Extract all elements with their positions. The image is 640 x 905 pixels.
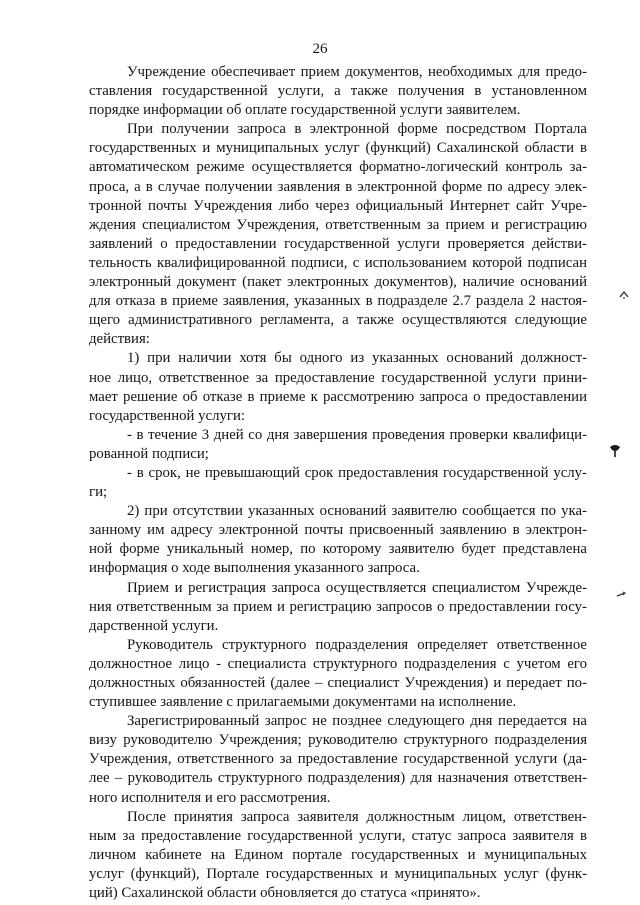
text-line: государственных и муниципальных услуг (функций) Сахалинской области в bbox=[89, 140, 587, 157]
text-line: мает решение об отказе в приеме к рассмотрению запроса о предоставлении bbox=[89, 388, 587, 405]
scan-artifact-mark bbox=[619, 291, 629, 299]
text-line: 2) при отсутствии указанных оснований заявителю сообщается по ука- bbox=[127, 503, 587, 520]
text-line: ступившее заявление с прилагаемыми документами на исполнение. bbox=[89, 694, 517, 711]
text-line: Учреждение обеспечивает прием документов, необходимых для предо- bbox=[127, 64, 587, 80]
text-line: - в срок, не превышающий срок предоставления государственной услу- bbox=[127, 464, 587, 481]
text-line: Прием и регистрация запроса осуществляется специалистом Учрежде- bbox=[127, 579, 587, 596]
text-line: ного исполнителя и его рассмотрения. bbox=[89, 789, 331, 806]
text-line: действия: bbox=[89, 331, 150, 348]
text-line: порядке информации об оплате государственной услуги заявителем. bbox=[89, 102, 521, 119]
text-line: информация о ходе выполнения указанного запроса. bbox=[89, 560, 420, 577]
text-line: занному им адресу электронной почты присвоенный заявлению в электрон- bbox=[89, 522, 587, 539]
text-line: тронной почты Учреждения либо через официальный Интернет сайт Учре- bbox=[89, 197, 587, 214]
text-line: ное лицо, ответственное за предоставление государственной услуги прини- bbox=[89, 369, 587, 386]
text-line: ги; bbox=[89, 484, 108, 501]
text-line: Учреждения, ответственного за предоставление государственной услуги (да- bbox=[89, 751, 587, 768]
text-line: лее – руководитель структурного подразделения) для назначения ответствен- bbox=[89, 770, 587, 787]
text-line: для отказа в приеме заявления, указанных в подразделе 2.7 раздела 2 настоя- bbox=[89, 293, 587, 310]
page-number: 26 bbox=[312, 41, 328, 57]
scan-artifact-mark bbox=[616, 591, 626, 599]
text-line: После принятия запроса заявителя должностным лицом, ответствен- bbox=[127, 808, 587, 825]
text-line: тельность квалифицированной подписи, с использованием которой подписан bbox=[89, 254, 587, 271]
text-line: Руководитель структурного подразделения определяет ответственное bbox=[127, 636, 587, 653]
text-line: личном кабинете на Едином портале государственных и муниципальных bbox=[89, 846, 587, 863]
text-line: электронный документ (пакет электронных документов), наличие оснований bbox=[89, 274, 587, 291]
text-line: - в течение 3 дней со дня завершения проведения проверки квалифици- bbox=[127, 426, 587, 443]
text-line: 1) при наличии хотя бы одного из указанных оснований должност- bbox=[127, 350, 587, 367]
text-line: щего административного регламента, а также осуществляются следующие bbox=[89, 312, 587, 329]
text-line: Зарегистрированный запрос не позднее следующего дня передается на bbox=[127, 713, 587, 730]
text-line: ным за предоставление государственной услуги, статус запроса заявителя в bbox=[89, 827, 587, 844]
text-line: автоматическом режиме осуществляется форматно-логический контроль за- bbox=[89, 159, 587, 176]
text-line: При получении запроса в электронной форме посредством Портала bbox=[127, 121, 587, 138]
text-line: ния ответственным за прием и регистрацию запросов о предоставлении госу- bbox=[89, 598, 587, 615]
text-line: государственной услуги: bbox=[89, 407, 246, 424]
text-line: ной форме уникальный номер, по которому заявителю будет представлена bbox=[89, 541, 587, 558]
text-line: визу руководителю Учреждения; руководителю структурного подразделения bbox=[89, 732, 587, 749]
text-line: должностных обязанностей (далее – специалист Учреждения) и передает по- bbox=[89, 675, 587, 691]
text-line: ставления государственной услуги, а также получения в установленном bbox=[89, 83, 587, 100]
text-line: ций) Сахалинской области обновляется до статуса «принято». bbox=[89, 885, 481, 902]
text-line: рованной подписи; bbox=[89, 445, 209, 462]
text-line: ждения специалистом Учреждения, ответственным за прием и регистрацию bbox=[89, 216, 587, 233]
text-line: заявлений о предоставлении государственной услуги проверяется действи- bbox=[89, 235, 587, 252]
text-line: проса, а в случае получении заявления в электронной форме по адресу элек- bbox=[89, 178, 587, 195]
text-line: должностное лицо - специалиста структурного подразделения с учетом его bbox=[89, 655, 587, 672]
body-text bbox=[89, 63, 587, 903]
text-line: дарственной услуги. bbox=[89, 617, 219, 634]
scan-artifact-blot bbox=[609, 444, 621, 458]
text-line: услуг (функций), Портале государственных и муниципальных услуг (функ- bbox=[89, 865, 587, 882]
